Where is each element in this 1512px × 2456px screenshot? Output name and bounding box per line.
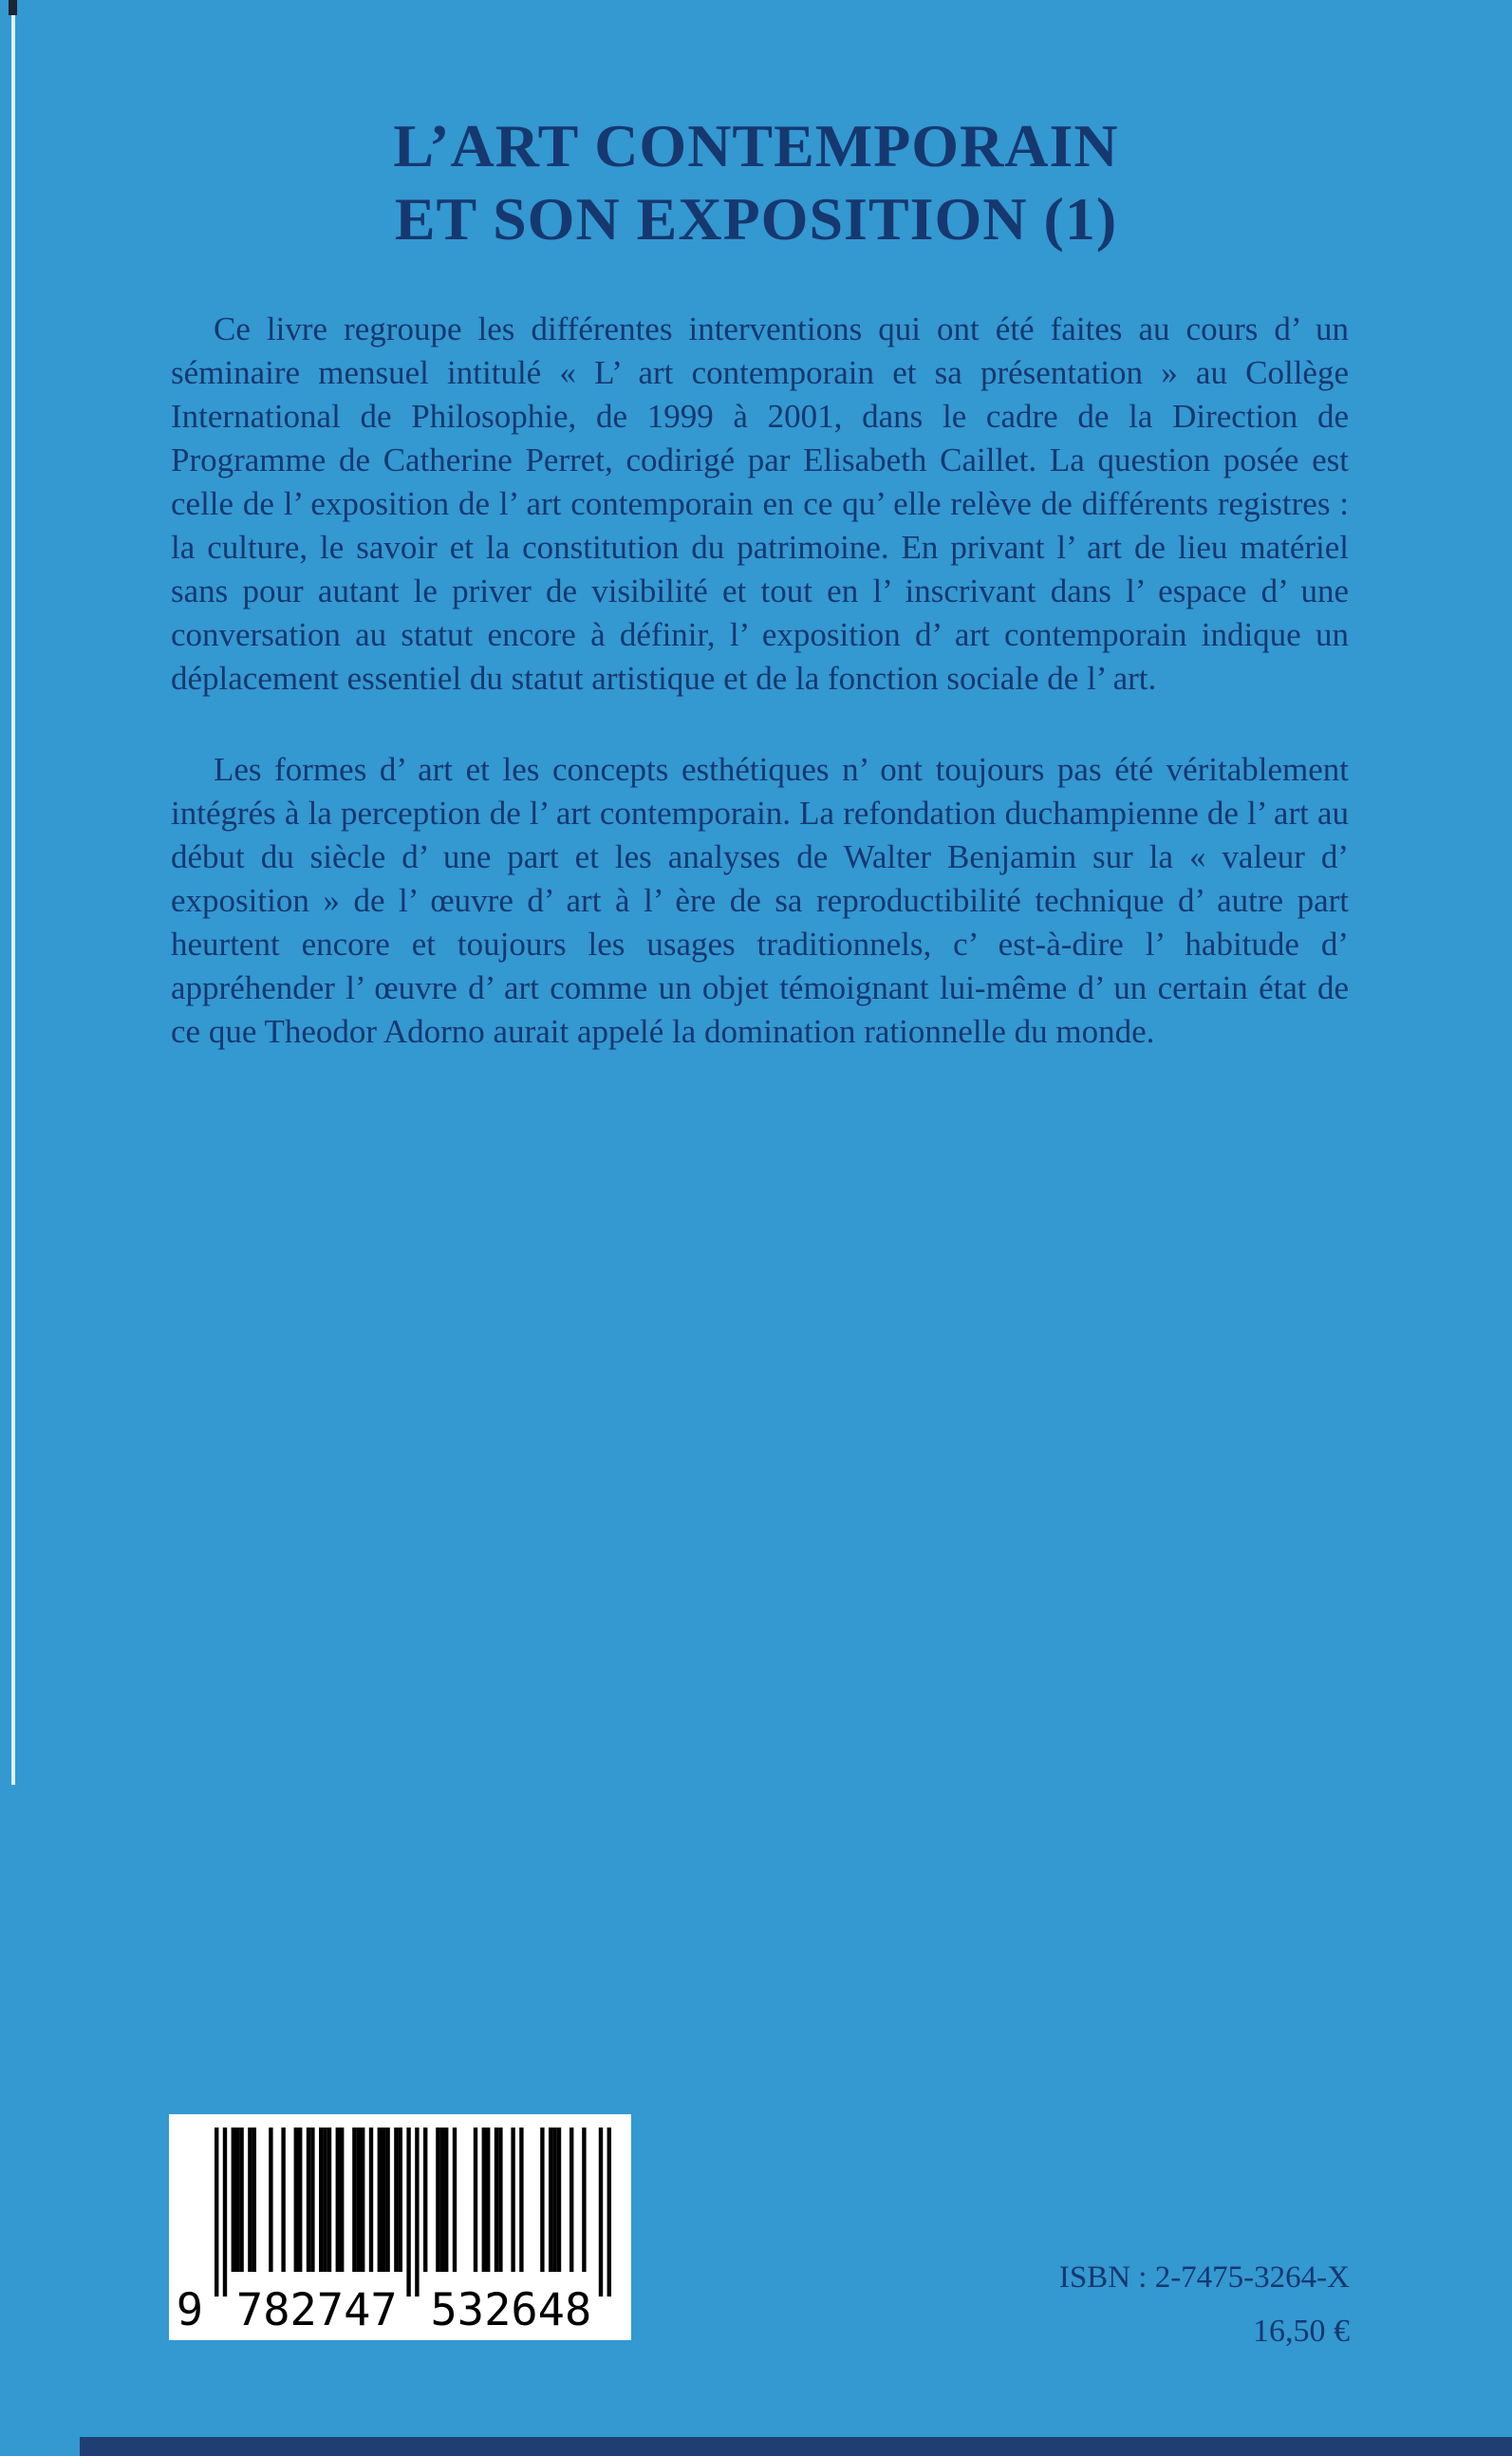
price-text: 16,50 € — [1253, 2313, 1350, 2349]
isbn-block — [1059, 2259, 1350, 2351]
svg-text:532648: 532648 — [430, 2284, 592, 2336]
synopsis-paragraph-2: Les formes d’ art et les concepts esthétiques n’ ont toujours pas été véritablement intégrés à la perception de l’ art contemporain. La refondation duchampienne de l’ art au début du siècle d’ une part et les analyses de Walter Benjamin sur la « valeur d’ exposition » de l’ œuvre d’ art à l’ ère de sa reproductibilité technique d’ autre part heurtent encore et toujours les usages traditionnels, c’ est-à-dire l’ habitude d’ appréhender l’ œuvre d’ art comme un objet témoignant lui-même d’ un certain état de ce que Theodor Adorno aurait appelé la domination rationnelle du monde. — [171, 750, 1349, 1050]
title-line-1: L’ART CONTEMPORAIN — [393, 112, 1119, 179]
barcode — [169, 2114, 631, 2340]
isbn-text: ISBN : 2-7475-3264-X — [1058, 2260, 1350, 2295]
synopsis-paragraph-1: Ce livre regroupe les différentes interventions qui ont été faites au cours d’ un séminaire mensuel intitulé « L’ art contemporain et sa présentation » au Collège International de Philosophie, de 1999 à 2001, dans le cadre de la Direction de Programme de Catherine Perret, codirigé par Elisabeth Caillet. La question posée est celle de l’ exposition de l’ art contemporain en ce qu’ elle relève de différents registres : la culture, le savoir et la constitution du patrimoine. En privant l’ art de lieu matériel sans pour autant le priver de visibilité et tout en l’ inscrivant dans l’ espace d’ une conversation au statut encore à définir, l’ exposition d’ art contemporain indique un déplacement essentiel du statut artistique et de la fonction sociale de l’ art. — [171, 309, 1349, 697]
synopsis — [171, 308, 1349, 1054]
barcode-bars-icon — [169, 2114, 631, 2340]
scan-artifact-bottom — [80, 2437, 1512, 2456]
page-title — [0, 0, 1512, 256]
svg-text:9: 9 — [176, 2284, 203, 2336]
scan-artifact-left — [11, 0, 15, 1785]
svg-text:782747: 782747 — [235, 2284, 398, 2336]
title-line-2: ET SON EXPOSITION (1) — [394, 184, 1118, 253]
